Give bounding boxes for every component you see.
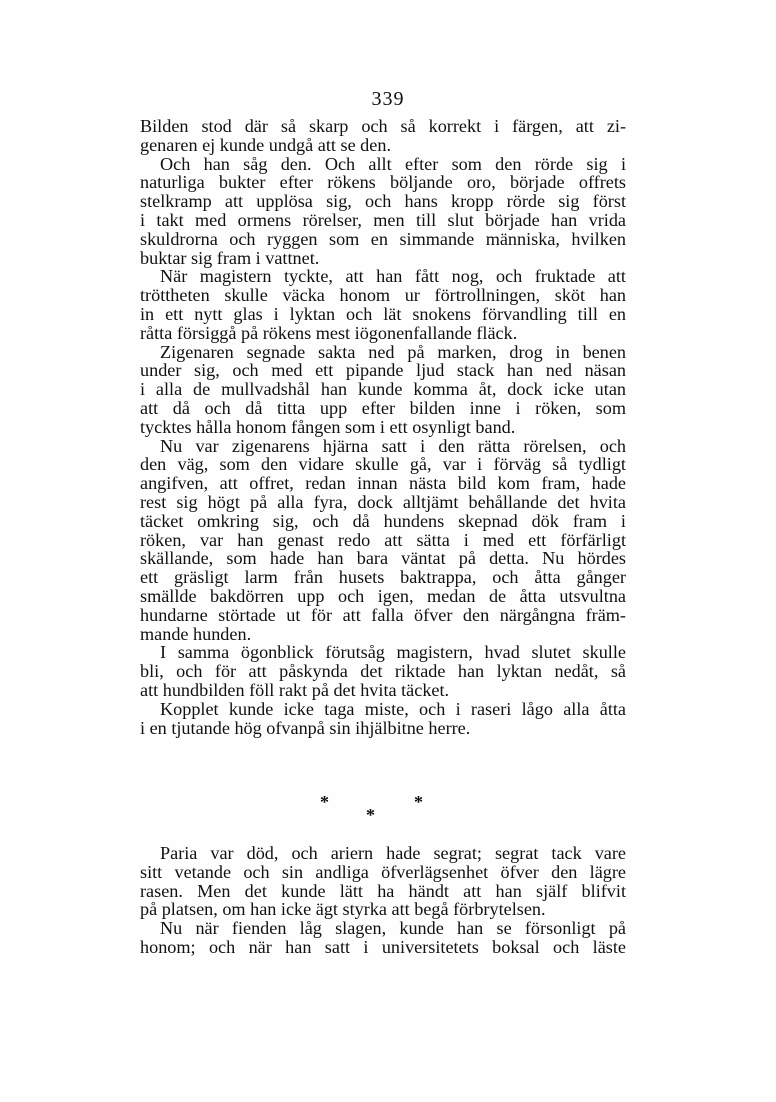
text-line: råtta försiggå på rökens mest iögonenfallande fläck. <box>140 322 518 343</box>
text-line: rest sig högt på alla fyra, dock alltjämt behållande det hvita <box>140 491 626 512</box>
paragraph-7 <box>118 700 626 738</box>
asterisk: * <box>366 805 375 825</box>
text-line: tycktes hålla honom fången som i ett osynligt band. <box>140 416 516 437</box>
text-line: hundarne störtade ut för att falla öfver den närgångna främ- <box>140 604 626 625</box>
text-line: in ett nytt glas i lyktan och lät snokens förvandling till en <box>140 303 626 324</box>
page-number: 339 <box>371 88 405 110</box>
text-line: att då och då titta upp efter bilden inne i röken, som <box>140 397 626 418</box>
text-line: Zigenaren segnade sakta ned på marken, drog in benen <box>160 341 626 362</box>
text-line: på platsen, om han icke ägt styrka att begå förbrytelsen. <box>140 899 546 920</box>
paragraph-5 <box>118 437 626 644</box>
text-line: rasen. Men det kunde lätt ha händt att han själf blifvit <box>140 880 626 901</box>
paragraph-2 <box>118 155 626 268</box>
text-line: under sig, och med ett pipande ljud stack han ned näsan <box>140 360 626 381</box>
text-line: ett gräsligt larm från husets baktrappa, och åtta gånger <box>140 567 626 588</box>
section-break-asterisks <box>300 793 440 823</box>
text-section-one <box>118 117 626 737</box>
text-line: bli, och för att påskynda det riktade han lyktan nedåt, så <box>140 661 626 682</box>
text-line: buktar sig fram i vattnet. <box>140 247 320 268</box>
paragraph-8 <box>118 844 626 919</box>
paragraph-3 <box>118 267 626 342</box>
text-line: mande hunden. <box>140 623 252 644</box>
text-line: Kopplet kunde icke taga miste, och i raseri lågo alla åtta <box>160 698 626 719</box>
text-line: i en tjutande hög ofvanpå sin ihjälbitne herre. <box>140 717 471 738</box>
text-line: stelkramp att upplösa sig, och hans kropp rörde sig först <box>140 191 626 212</box>
text-line: Och han såg den. Och allt efter som den rörde sig i <box>160 153 626 174</box>
text-line: Paria var död, och ariern hade segrat; segrat tack vare <box>160 843 626 863</box>
paragraph-9 <box>118 919 626 957</box>
text-line: i alla de mullvadshål han kunde komma åt, dock icke utan <box>140 379 626 400</box>
text-line: Nu var zigenarens hjärna satt i den rätta rörelsen, och <box>160 435 626 456</box>
text-line: röken, var han genast redo att sätta i med ett förfärligt <box>140 529 626 550</box>
paragraph-6 <box>118 643 626 699</box>
text-line: När magistern tyckte, att han fått nog, och fruktade att <box>160 266 626 287</box>
text-line: I samma ögonblick förutsåg magistern, hvad slutet skulle <box>160 642 626 663</box>
text-section-two <box>118 844 626 957</box>
text-line: smällde bakdörren upp och igen, medan de åtta utsvultna <box>140 585 626 606</box>
paragraph-4 <box>118 343 626 437</box>
text-line: genaren ej kunde undgå att se den. <box>140 134 391 155</box>
text-line: Bilden stod där så skarp och så korrekt i färgen, att zi- <box>140 116 626 136</box>
asterisk: * <box>414 792 423 812</box>
text-line: att hundbilden föll rakt på det hvita täcket. <box>140 679 450 700</box>
text-line: naturliga bukter efter rökens böljande oro, började offrets <box>140 172 626 193</box>
text-line: angifven, att offret, redan innan nästa bild kom fram, hade <box>140 473 626 494</box>
asterisk: * <box>320 792 329 812</box>
text-line: Nu när fienden låg slagen, kunde han se försonligt på <box>160 918 626 939</box>
text-line: i takt med ormens rörelser, men till slut började han vrida <box>140 209 626 230</box>
paragraph-1 <box>118 117 626 155</box>
text-line: skuldrorna och ryggen som en simmande människa, hvilken <box>140 228 626 249</box>
text-line: honom; och när han satt i universitetets boksal och läste <box>140 936 626 957</box>
text-line: skällande, som hade han bara väntat på detta. Nu hördes <box>140 548 626 569</box>
text-line: den väg, som den vidare skulle gå, var i förväg så tydligt <box>140 454 626 475</box>
text-line: täcket omkring sig, och då hundens skepnad dök fram i <box>140 510 626 531</box>
text-line: tröttheten skulle väcka honom ur förtrollningen, sköt han <box>140 285 626 306</box>
text-line: sitt vetande och sin andliga öfverlägsenhet öfver den lägre <box>140 861 626 882</box>
